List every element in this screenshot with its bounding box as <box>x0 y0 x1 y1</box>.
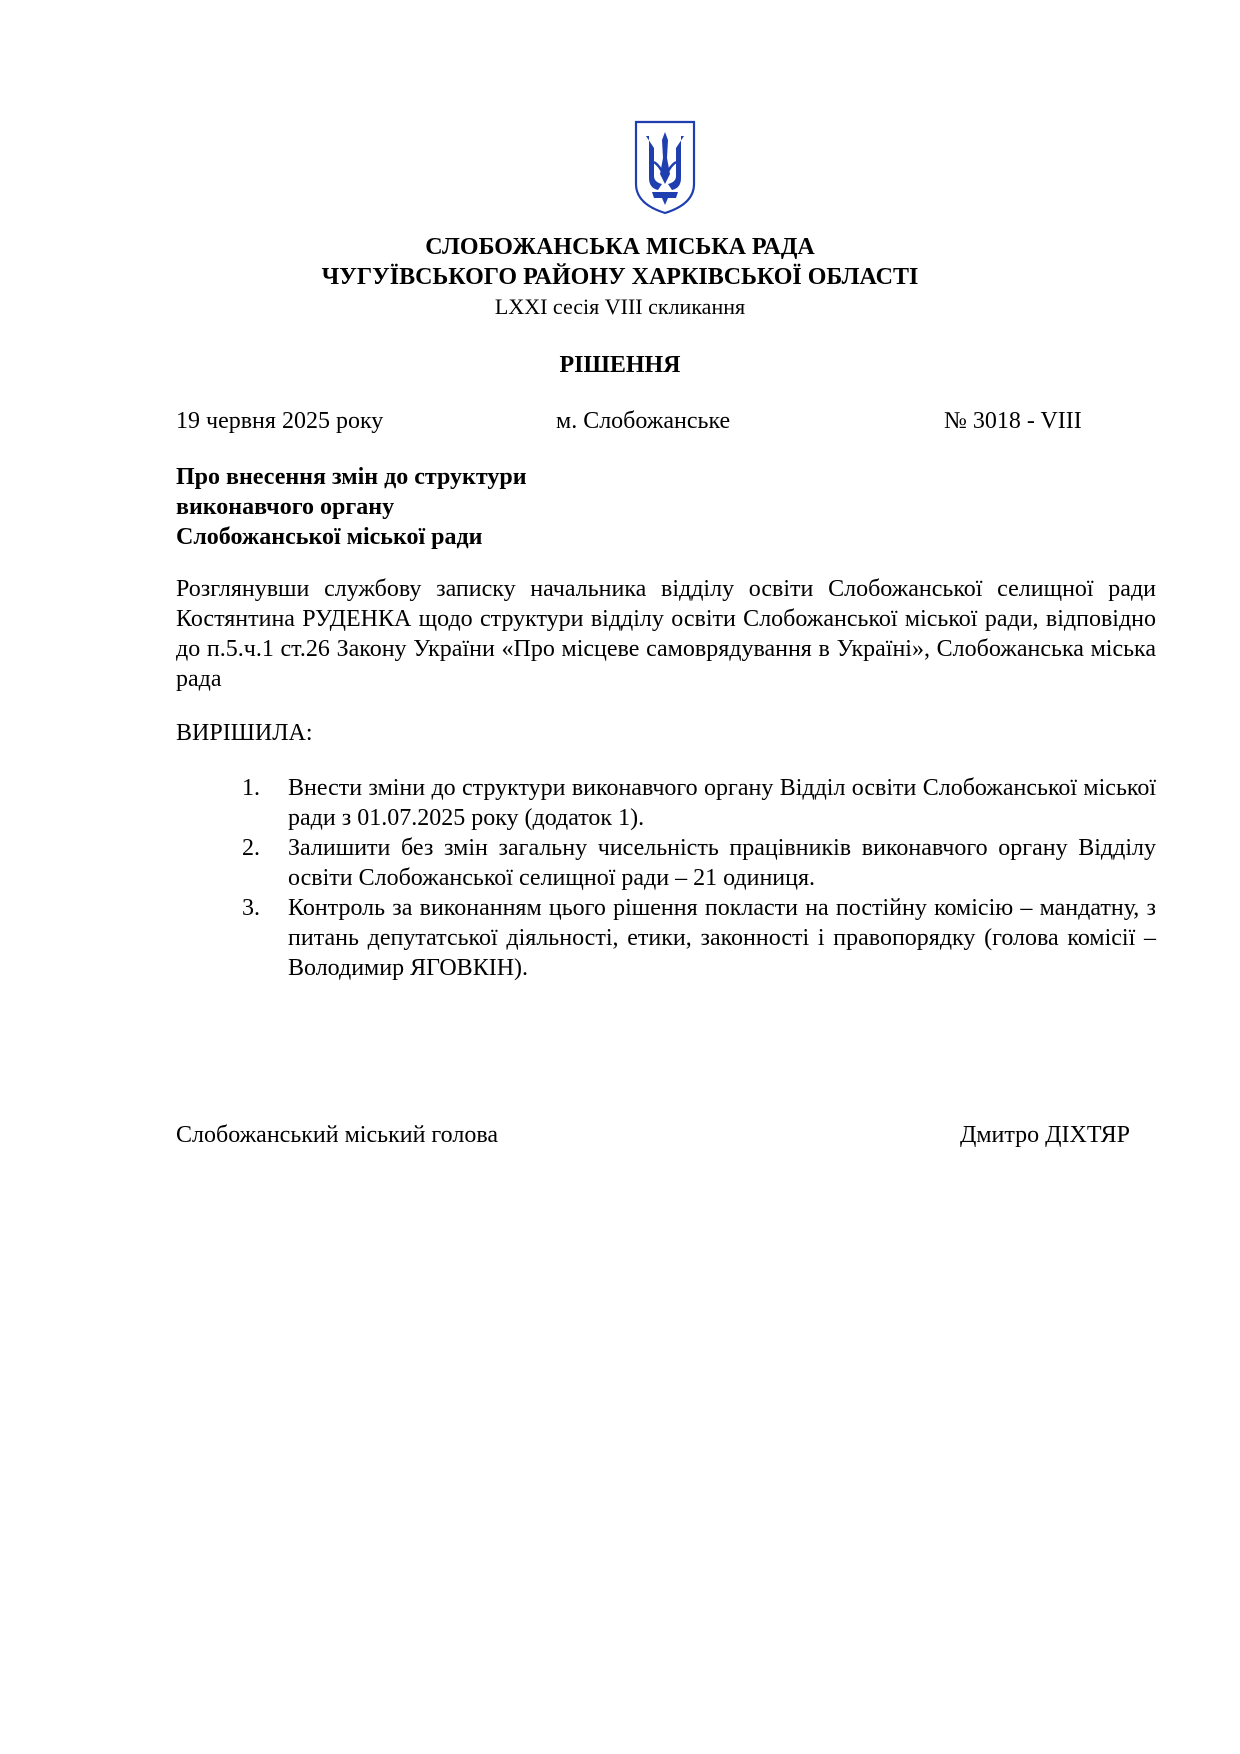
decision-subject <box>176 462 676 552</box>
session-info: LXXI сесія VIII скликання <box>494 294 746 319</box>
decision-items-list <box>242 773 1156 983</box>
list-item <box>242 893 1156 983</box>
signatory-title: Слобожанський міський голова <box>176 1122 498 1148</box>
decision-date: 19 червня 2025 року <box>176 408 384 434</box>
subject-line: Про внесення змін до структури <box>176 464 527 490</box>
subject-line: Слобожанської міської ради <box>176 524 483 550</box>
item-number: 1. <box>242 775 260 801</box>
decision-place: м. Слобожанське <box>556 408 731 434</box>
council-name: СЛОБОЖАНСЬКА МІСЬКА РАДА <box>425 234 815 260</box>
item-text: Залишити без змін загальну чисельність працівників виконавчого органу Відділу освіти Слобожанської селищної ради – 21 одиниця. <box>288 835 1156 891</box>
list-item <box>242 773 1156 833</box>
list-item <box>242 833 1156 893</box>
subject-line: виконавчого органу <box>176 494 395 520</box>
item-text: Внести зміни до структури виконавчого органу Відділ освіти Слобожанської міської ради з 01.07.2025 року (додаток 1). <box>288 775 1156 831</box>
district-name: ЧУГУЇВСЬКОГО РАЙОНУ ХАРКІВСЬКОЇ ОБЛАСТІ <box>321 264 919 290</box>
decision-number: № 3018 - VIII <box>944 408 1082 434</box>
ukrainian-trident-coat-of-arms-icon <box>632 118 698 216</box>
document-type-title: РІШЕННЯ <box>559 352 681 378</box>
resolved-label: ВИРІШИЛА: <box>176 720 313 746</box>
item-number: 2. <box>242 835 260 861</box>
item-text: Контроль за виконанням цього рішення покласти на постійну комісію – мандатну, з питань депутатської діяльності, етики, законності і правопорядку (голова комісії – Володимир ЯГОВКІН). <box>288 895 1156 981</box>
signatory-name: Дмитро ДІХТЯР <box>960 1122 1130 1148</box>
preamble-paragraph: Розглянувши службову записку начальника відділу освіти Слобожанської селищної ради Костянтина РУДЕНКА щодо структури відділу освіти Слобожанської міської ради, відповідно до п.5.ч.1 ст.26 Закону України «Про місцеве самоврядування в Україні», Слобожанська міська рада <box>176 576 1156 692</box>
item-number: 3. <box>242 895 260 921</box>
